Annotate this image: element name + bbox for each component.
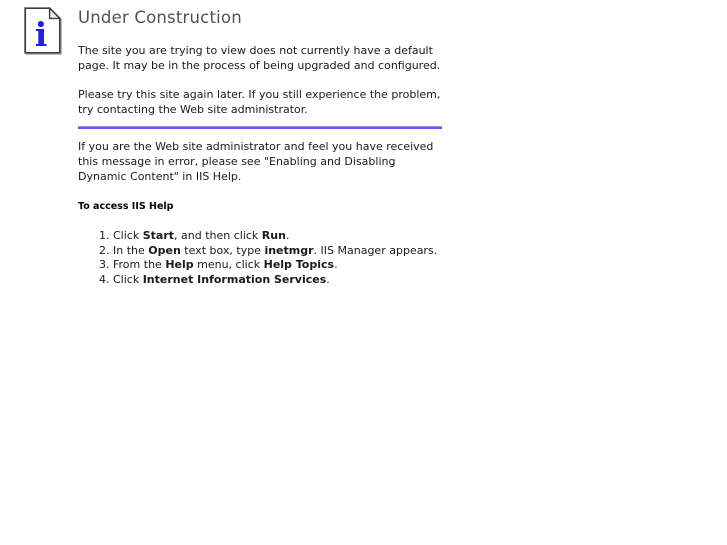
iis-help-steps bbox=[78, 229, 442, 287]
main-content bbox=[78, 0, 442, 288]
message-paragraph-2: Please try this site again later. If you still experience the problem, try contacting the Web site administrator. bbox=[78, 88, 441, 116]
iis-help-step: 4. Click Internet Information Services. bbox=[113, 273, 442, 288]
message-paragraph-3: If you are the Web site administrator and feel you have received this message in error, please see "Enabling and Disabling Dynamic Content" in IIS Help. bbox=[78, 140, 434, 183]
iis-help-step: 3. From the Help menu, click Help Topics. bbox=[113, 258, 442, 273]
message-paragraph-1: The site you are trying to view does not currently have a default page. It may be in the process of being upgraded and configured. bbox=[78, 44, 441, 72]
info-letter: i bbox=[34, 15, 48, 54]
page-title: Under Construction bbox=[78, 8, 242, 27]
iis-help-step: 2. In the Open text box, type inetmgr. IIS Manager appears. bbox=[113, 244, 442, 259]
iis-help-heading: To access IIS Help bbox=[78, 201, 174, 213]
info-page-icon bbox=[24, 7, 62, 55]
iis-help-step: 1. Click Start, and then click Run. bbox=[113, 229, 442, 244]
divider-rule bbox=[78, 126, 442, 129]
page-fold bbox=[50, 8, 60, 18]
